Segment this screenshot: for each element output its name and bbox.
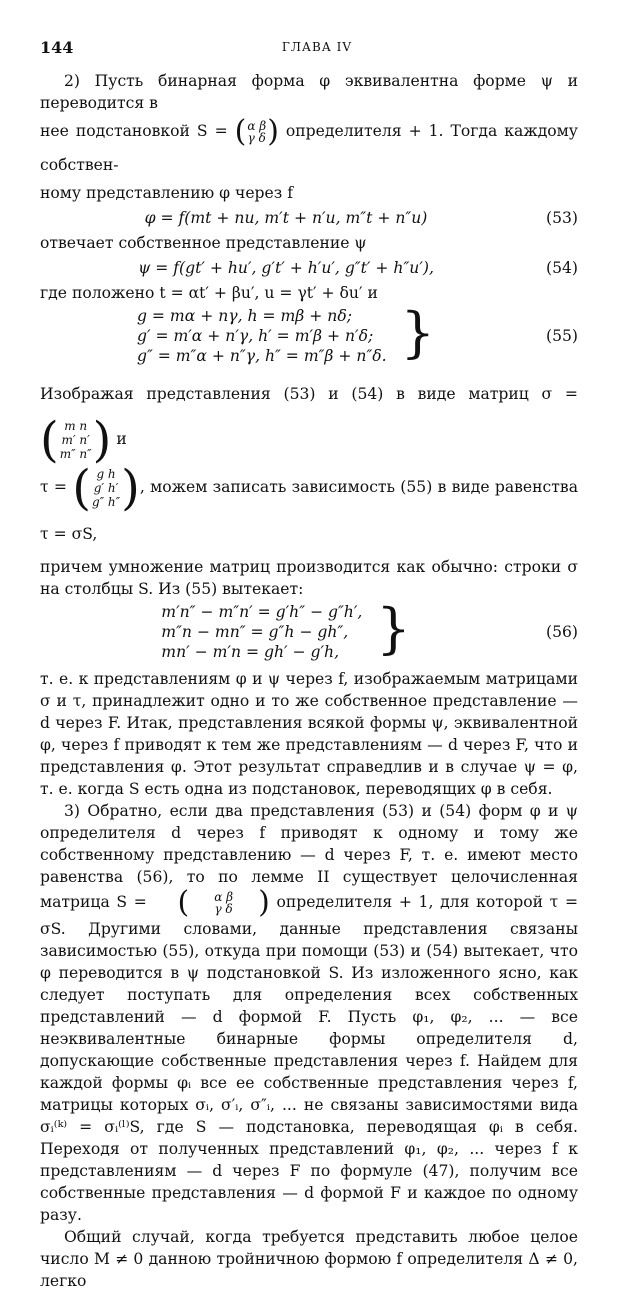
paragraph-2b: отвечает собственное представление ψ — [40, 234, 367, 252]
paragraph-matrices-a: Изображая представления (53) и (54) в виде матриц σ = ( m n m′ n′ m″ n″ ) и — [40, 385, 578, 468]
paragraph-conclusion: т. е. к представлениям φ и ψ через f, изображаемым матрицами σ и τ, принадлежит одно и то же собственное представление — d через F. Итак, представления всякой формы ψ, эквивалентной φ, через f приводят к тем же представлениям — d через F, что и представления φ. Этот результат справедлив и в случае ψ = φ, т. е. когда S есть одна из подстановок, переводящих φ в себя. — [40, 670, 578, 798]
right-brace: } — [376, 597, 411, 660]
running-title: ГЛАВА IV — [281, 40, 353, 54]
equation-53: φ = f(mt + nu, m′t + n′u, m″t + n″u) (53) — [144, 209, 578, 227]
equation-53-number: (53) — [545, 209, 578, 227]
paragraph-multiplication: причем умножение матриц производится как обычно: строки σ на столбцы S. Из (55) вытекает: — [40, 558, 578, 598]
paragraph-3: 3) Обратно, если два представления (53) и (54) форм φ и ψ определителя d через f приводят к одному и тому же собственному представлению — d через F, т. е. имеют место равенства (56), то по лемме II существует целочисленная матрица S = ( α β γ δ ) определителя + 1, для которой τ = σS. Другими словами, данные представления связаны зависимостью (55), откуда при помощи (53) и (54) вытекает, что φ переводится в ψ подстановкой S. Из изложенного ясно, как следует поступать для определения всех собственных представлений — d формой F. Пусть φ₁, φ₂, ... — все неэквивалентные бинарные формы определителя d, допускающие собственные представления через f. Найдем для каждой формы φᵢ все ее собственные представления через f, матрицы которых σᵢ, σ′ᵢ, σ″ᵢ, ... не связаны зависимостями вида σᵢ⁽ᵏ⁾ = σᵢ⁽ˡ⁾S, где S — подстановка, переводящая φᵢ в себя. Переходя от полученных представлений φ₁, φ₂, ... через f к представлениям — d через F по формуле (47), получим все собственные представления — d формой F и каждое по одному разу. — [40, 802, 579, 1224]
paragraph-2c: где положено t = αt′ + βu′, u = γt′ + δu′ и — [40, 284, 378, 302]
matrix-tau: ( g h g′ h′ g″ h″ ) — [72, 460, 140, 516]
equation-56: m′n″ − m″n′ = g′h″ − g″h′, m″n − mn″ = g″h − gh″, mn′ − m′n = gh′ − g′h, } (56) — [161, 597, 578, 661]
paragraph-general-case: Общий случай, когда требуется представить любое целое число M ≠ 0 данною тройничною формою f определителя Δ ≠ 0, легко — [40, 1228, 578, 1290]
paragraph-2-line3: ному представлению φ через f — [40, 184, 293, 202]
matrix-S-2: ( α β γ δ ) — [177, 885, 270, 920]
matrix-S: ( α β γ δ ) — [234, 114, 279, 149]
right-brace: } — [400, 301, 436, 364]
page-header — [40, 38, 594, 58]
equation-56-number: (56) — [545, 623, 578, 641]
paragraph-2-line2: нее подстановкой S = ( α β γ δ ) определителя + 1. Тогда каждому собствен- — [40, 114, 578, 174]
equation-55-number: (55) — [545, 327, 578, 345]
page-number: 144 — [40, 38, 74, 57]
page-body — [40, 70, 578, 1292]
equation-54: ψ = f(gt′ + hu′, g′t′ + h′u′, g″t′ + h″u′), (54) — [138, 259, 578, 277]
paragraph-matrices-b: τ = ( g h g′ h′ g″ h″ ) , можем записать зависимость (55) в виде равенства τ = σS, — [40, 460, 578, 543]
paragraph-2-line1: 2) Пусть бинарная форма φ эквивалентна форме ψ и переводится в — [40, 72, 578, 112]
equation-55: g = mα + nγ, h = mβ + nδ; g′ = m′α + n′γ, h′ = m′β + n′δ; g″ = m″α + n″γ, h″ = m″β + n″δ. } (55) — [136, 301, 578, 365]
equation-54-number: (54) — [545, 259, 578, 277]
matrix-sigma: ( m n m′ n′ m″ n″ ) — [40, 412, 112, 468]
